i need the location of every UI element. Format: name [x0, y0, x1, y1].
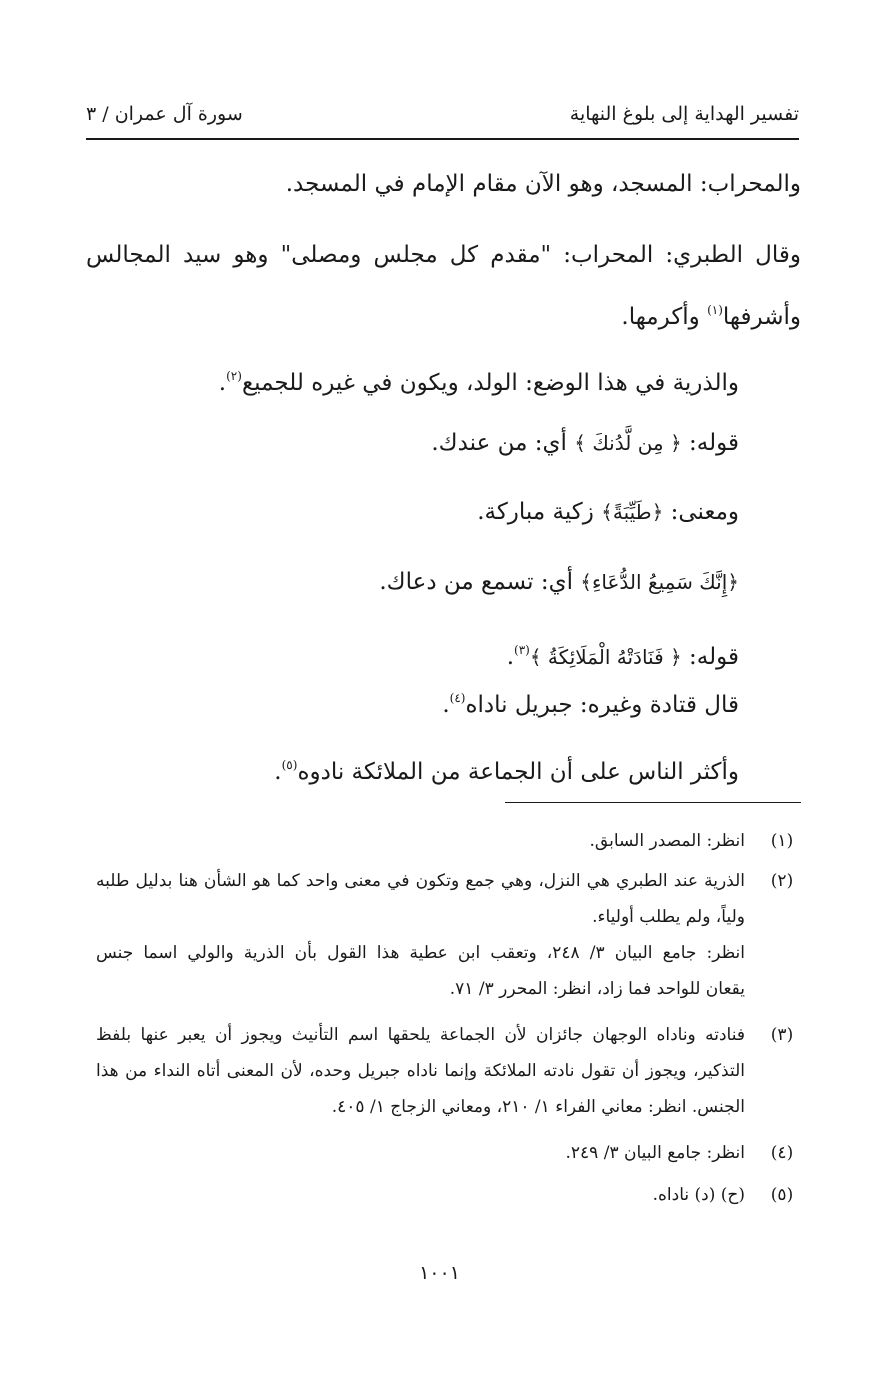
footnote-ref[interactable]: (٥)	[281, 758, 298, 772]
header-book-title: تفسير الهداية إلى بلوغ النهاية	[569, 103, 799, 125]
header-surah-title: سورة آل عمران / ٣	[86, 103, 243, 125]
paragraph-min-ladunka	[86, 423, 739, 463]
paragraph-text: قوله:	[681, 430, 739, 456]
footnote-separator	[505, 802, 801, 803]
footnote-ref[interactable]: (٣)	[514, 643, 530, 657]
paragraph-tabari-line-2	[86, 290, 801, 337]
paragraph-text: والمحراب: المسجد، وهو الآن مقام الإمام في المسجد.	[285, 171, 801, 197]
footnote-number: (٥)	[770, 1185, 794, 1205]
running-header	[86, 94, 799, 134]
quran-quote: ﴿ مِن لَّدُنكَ ﴾	[574, 431, 682, 455]
paragraph-text: وأكثر الناس على أن الجماعة من الملائكة نادوه	[297, 759, 739, 785]
quran-quote: ﴿ فَنَادَتْهُ الْمَلَائِكَةُ ﴾	[529, 645, 682, 669]
punctuation: .	[274, 759, 282, 785]
footnote-number: (٣)	[770, 1025, 794, 1045]
paragraph-fanadathu	[86, 630, 739, 677]
footnote-number: (٤)	[770, 1143, 794, 1163]
footnote-number: (٢)	[770, 871, 794, 891]
footnote-ref[interactable]: (٢)	[226, 369, 242, 383]
paragraph-akthar	[86, 745, 739, 792]
punctuation: .	[218, 370, 227, 396]
footnote-line: الجنس. انظر: معاني الفراء ١/ ٢١٠، ومعاني الزجاج ١/ ٤٠٥.	[331, 1097, 745, 1117]
paragraph-text: ومعنى:	[663, 499, 739, 525]
paragraph-text: قال قتادة وغيره: جبريل ناداه	[465, 692, 739, 718]
footnote-number: (١)	[770, 831, 794, 851]
paragraph-text: وقال الطبري: المحراب: "مقدم كل مجلس ومصلى" وهو سيد المجالس	[86, 242, 801, 268]
paragraph-text: زكية مباركة.	[477, 499, 602, 525]
paragraph-text: وأكرمها.	[621, 304, 708, 330]
footnote-1	[96, 824, 801, 858]
footnote-line: التذكير، ويجوز أن تقول نادته الملائكة وإنما ناداه جبريل وحده، لأن المعنى أتاه النداء من هذا	[96, 1061, 745, 1081]
paragraph-text: والذرية في هذا الوضع: الولد، ويكون في غيره للجميع	[241, 370, 739, 396]
paragraph-samee	[86, 562, 739, 602]
punctuation: .	[442, 692, 450, 718]
footnote-ref[interactable]: (١)	[707, 303, 723, 317]
punctuation: .	[506, 644, 515, 670]
footnote-line: يقعان للواحد فما زاد، انظر: المحرر ٣/ ٧١.	[449, 979, 745, 999]
paragraph-dhurriya	[86, 356, 739, 403]
paragraph-mihrab	[86, 164, 801, 204]
footnote-line: الذرية عند الطبري هي النزل، وهي جمع وتكون في معنى واحد كما هو الشأن هنا بدليل طلبه	[96, 871, 745, 891]
footnote-line: فنادته وناداه الوجهان جائزان لأن الجماعة يلحقها اسم التأنيث ويجوز أن يعبر عنها بلفظ	[96, 1025, 745, 1045]
footnote-ref[interactable]: (٤)	[449, 691, 466, 705]
footnote-5	[96, 1178, 801, 1212]
footnote-text: انظر: جامع البيان ٣/ ٢٤٩.	[565, 1143, 745, 1163]
footnote-line: انظر: جامع البيان ٣/ ٢٤٨، وتعقب ابن عطية هذا القول بأن الذرية والولي اسما جنس	[96, 943, 745, 963]
footnote-text: انظر: المصدر السابق.	[589, 831, 745, 851]
header-rule	[86, 138, 799, 140]
paragraph-tabari-line-1	[86, 235, 801, 275]
paragraph-tayyiba	[86, 492, 739, 532]
footnote-text: (ح) (د) ناداه.	[652, 1185, 745, 1205]
paragraph-text: قوله:	[681, 644, 739, 670]
footnote-3	[96, 1018, 801, 1128]
paragraph-text: أي: تسمع من دعاك.	[379, 569, 581, 595]
paragraph-text: وأشرفها	[722, 304, 801, 330]
quran-quote: ﴿طَيِّبَةً﴾	[601, 500, 664, 524]
quran-quote: ﴿إِنَّكَ سَمِيعُ الدُّعَاءِ﴾	[580, 570, 739, 594]
footnote-line: ولياً، ولم يطلب أولياء.	[592, 907, 745, 927]
paragraph-text: أي: من عندك.	[431, 430, 575, 456]
paragraph-qatada	[86, 678, 739, 725]
footnote-2	[96, 864, 801, 1004]
page-number: ١٠٠١	[419, 1262, 460, 1284]
footnote-4	[96, 1136, 801, 1170]
